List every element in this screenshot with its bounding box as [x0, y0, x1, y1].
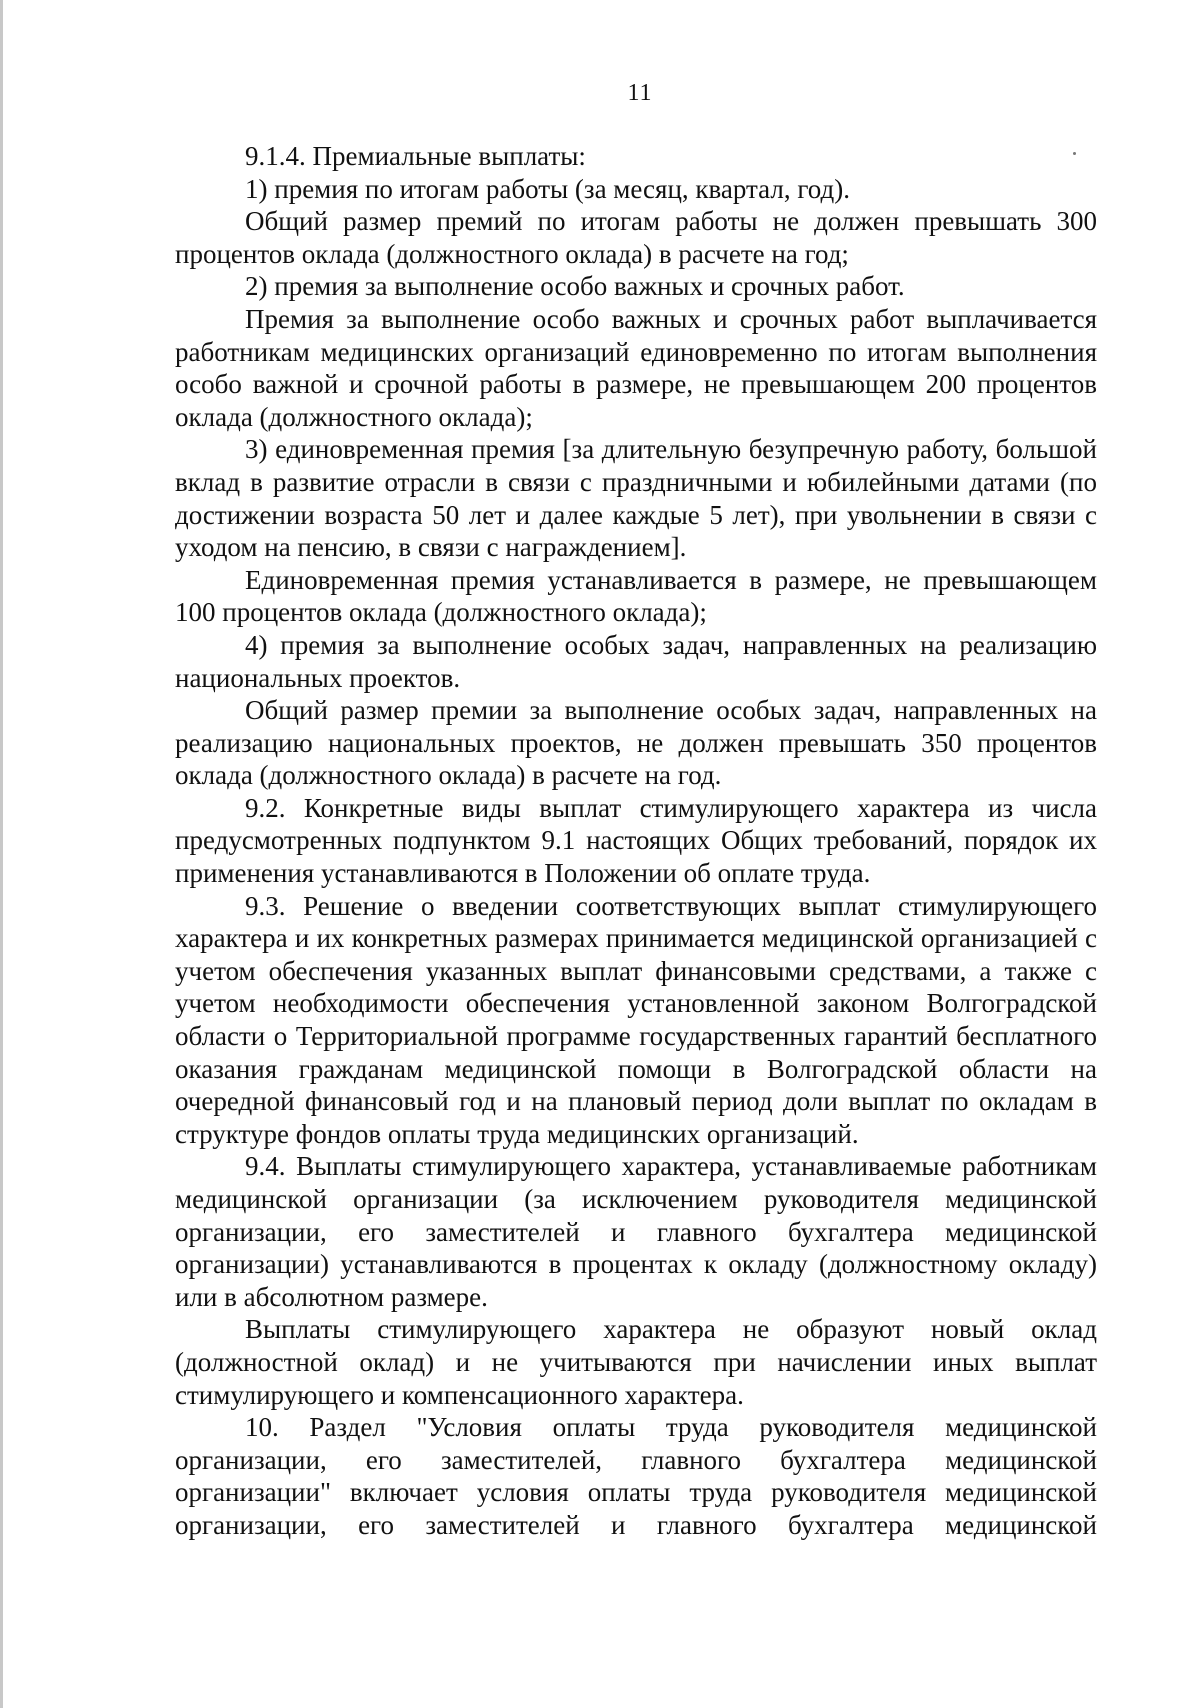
paragraph-bonus-3: 3) единовременная премия [за длительную безупречную работу, большой вклад в развитие отрасли в связи с праздничными и юбилейными датами (по достижении возраста 50 лет и далее каждые 5 лет), при увольнении в связи с уходом на пенсию, в связи с награждением]. — [175, 434, 1097, 563]
paragraph-bonus-4: 4) премия за выполнение особых задач, направленных на реализацию национальных проектов. — [175, 629, 1097, 693]
paragraph-bonus-2: 2) премия за выполнение особо важных и срочных работ. — [245, 271, 905, 302]
paragraph-bonus-2-details: Премия за выполнение особо важных и срочных работ выплачивается работникам медицинских организаций единовременно по итогам выполнения особо важной и срочной работы в размере, не превышающем 200 процентов оклада (должностного оклада); — [175, 303, 1097, 432]
paragraph-9-3: 9.3. Решение о введении соответствующих выплат стимулирующего характера и их конкретных размерах принимается медицинской организацией с учетом обеспечения указанных выплат финансовыми средствами, а также с учетом необходимости обеспечения установленной законом Волгоградской области о Территориальной программе государственных гарантий бесплатного оказания гражданам медицинской помощи в Волгоградской области на очередной финансовый год и на плановый период доли выплат по окладам в структуре фондов оплаты труда медицинских организаций. — [175, 890, 1097, 1149]
paragraph-10: 10. Раздел "Условия оплаты труда руководителя медицинской организации, его заместителей, главного бухгалтера медицинской организации" включает условия оплаты труда руководителя медицинской организации, его заместителей и главного бухгалтера медицинской — [175, 1412, 1097, 1540]
paragraph-9-4: 9.4. Выплаты стимулирующего характера, устанавливаемые работникам медицинской организации (за исключением руководителя медицинской организации, его заместителей и главного бухгалтера медицинской организации) устанавливаются в процентах к окладу (должностному окладу) или в абсолютном размере. — [175, 1151, 1097, 1312]
paragraph-bonus-3-limit: Единовременная премия устанавливается в размере, не превышающем 100 процентов оклада (должностного оклада); — [175, 564, 1097, 628]
paragraph-bonus-1-limit: Общий размер премий по итогам работы не должен превышать 300 процентов оклада (должностного оклада) в расчете на год; — [175, 206, 1097, 269]
paragraph-9-1-4-heading: 9.1.4. Премиальные выплаты: — [245, 141, 586, 171]
scan-edge — [0, 0, 3, 1708]
page-number: 11 — [627, 80, 653, 106]
paragraph-9-2: 9.2. Конкретные виды выплат стимулирующего характера из числа предусмотренных подпунктом 9.1 настоящих Общих требований, порядок их применения устанавливаются в Положении об оплате труда. — [175, 792, 1097, 889]
document-body — [175, 140, 1097, 1542]
paragraph-bonus-1: 1) премия по итогам работы (за месяц, квартал, год). — [245, 173, 850, 204]
paragraph-9-4-note: Выплаты стимулирующего характера не образуют новый оклад (должностной оклад) и не учитываются при начислении иных выплат стимулирующего и компенсационного характера. — [175, 1314, 1097, 1410]
paragraph-bonus-4-limit: Общий размер премии за выполнение особых задач, направленных на реализацию национальных проектов, не должен превышать 350 процентов оклада (должностного оклада) в расчете на год. — [175, 695, 1097, 791]
